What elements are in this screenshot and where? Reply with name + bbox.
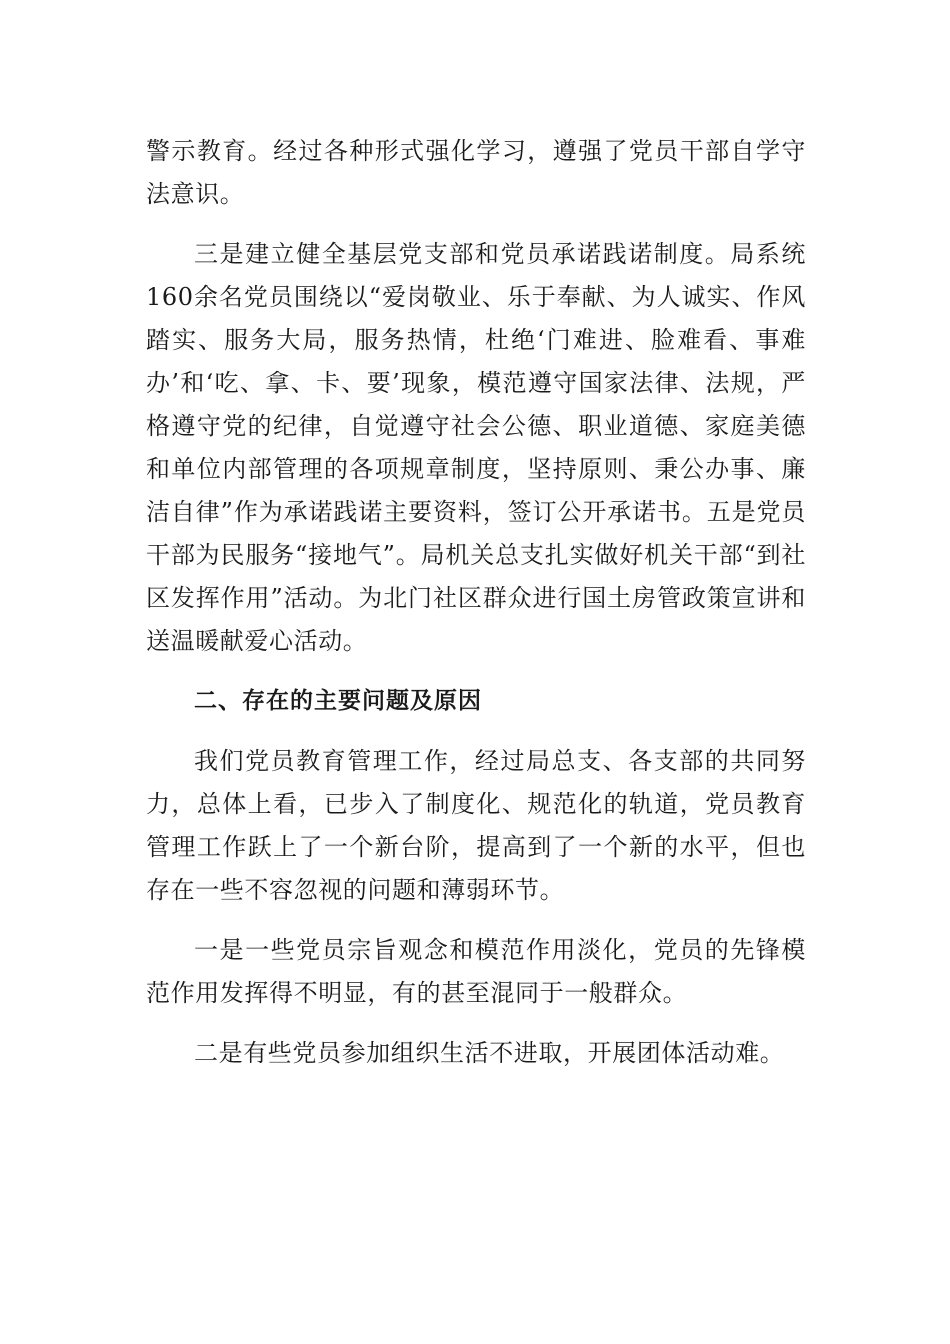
section-heading: 二、存在的主要问题及原因	[194, 688, 482, 714]
paragraph-5: 二是有些党员参加组织生活不进取，开展团体活动难。	[194, 1039, 785, 1067]
paragraph-2: 三是建立健全基层党支部和党员承诺践诺制度。局系统160余名党员围绕以“爱岗敬业、乐于奉献、为人诚实、作风踏实、服务大局，服务热情，杜绝‘门难进、脸难看、事难办’和‘吃、拿、卡、要’现象，模范遵守国家法律、法规，严格遵守党的纪律，自觉遵守社会公德、职业道德、家庭美德和单位内部管理的各项规章制度，坚持原则、秉公办事、廉洁自律”作为承诺践诺主要资料，签订公开承诺书。五是党员干部为民服务“接地气”。局机关总支扎实做好机关干部“到社区发挥作用”活动。为北门社区群众进行国土房管政策宣讲和送温暖献爱心活动。	[146, 240, 806, 655]
document-body	[146, 130, 806, 1092]
paragraph-1: 警示教育。经过各种形式强化学习，遵强了党员干部自学守法意识。	[146, 137, 806, 208]
paragraph-4: 一是一些党员宗旨观念和模范作用淡化，党员的先锋模范作用发挥得不明显，有的甚至混同于一般群众。	[146, 936, 806, 1007]
paragraph-3: 我们党员教育管理工作，经过局总支、各支部的共同努力，总体上看，已步入了制度化、规范化的轨道，党员教育管理工作跃上了一个新台阶，提高到了一个新的水平，但也存在一些不容忽视的问题和薄弱环节。	[146, 747, 806, 904]
